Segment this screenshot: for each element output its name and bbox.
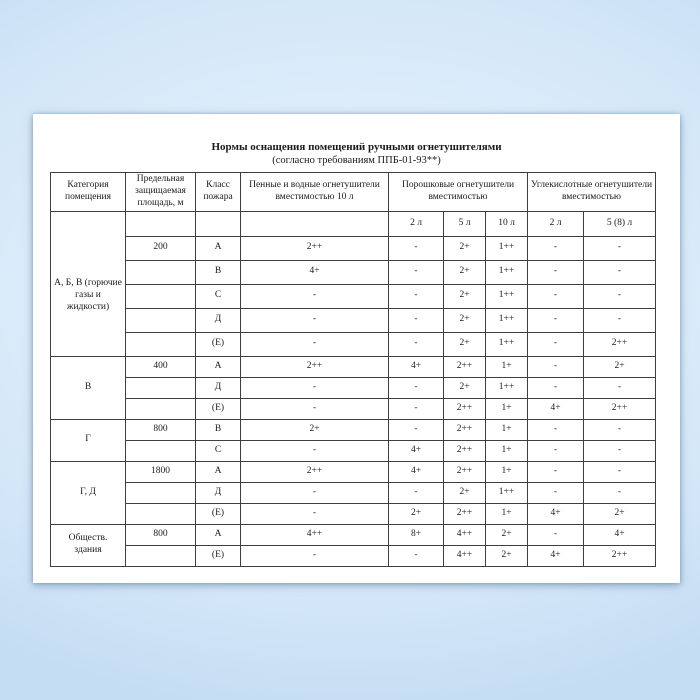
area-cell: 1800 [126, 461, 196, 482]
value-cell: 4+ [389, 440, 444, 461]
value-cell: 2+ [444, 260, 486, 284]
value-cell: 4++ [444, 524, 486, 545]
value-cell: - [528, 482, 584, 503]
value-cell: 2+ [444, 377, 486, 398]
col-header-co2: Углекислотные огнетушители вместимостью [528, 173, 656, 212]
value-cell: - [584, 461, 656, 482]
value-cell: 1++ [486, 308, 528, 332]
value-cell: - [528, 236, 584, 260]
value-cell: 1+ [486, 503, 528, 524]
value-cell: 1+ [486, 461, 528, 482]
table-row [51, 545, 656, 566]
col-subheader-powder-10l: 10 л [486, 211, 528, 236]
fire-class-cell: А [196, 524, 241, 545]
value-cell: 4+ [528, 545, 584, 566]
area-cell: 800 [126, 524, 196, 545]
fire-class-cell: (Е) [196, 503, 241, 524]
category-cell: Обществ. здания [51, 524, 126, 566]
col-subheader-co2-2l: 2 л [528, 211, 584, 236]
value-cell: - [528, 524, 584, 545]
value-cell: - [584, 377, 656, 398]
value-cell: - [241, 284, 389, 308]
area-cell [126, 482, 196, 503]
value-cell: - [528, 284, 584, 308]
value-cell: - [584, 440, 656, 461]
value-cell: 2+ [486, 524, 528, 545]
value-cell: - [389, 332, 444, 356]
value-cell: - [528, 260, 584, 284]
header-row-sub [51, 211, 656, 236]
col-subheader-co2-58l: 5 (8) л [584, 211, 656, 236]
value-cell: - [528, 308, 584, 332]
col-header-empty [196, 211, 241, 236]
value-cell: 2++ [584, 545, 656, 566]
value-cell: - [584, 308, 656, 332]
col-subheader-powder-2l: 2 л [389, 211, 444, 236]
col-header-fire-class: Класс пожара [196, 173, 241, 212]
value-cell: 2+ [486, 545, 528, 566]
fire-class-cell: В [196, 419, 241, 440]
value-cell: - [528, 356, 584, 377]
table-row [51, 461, 656, 482]
value-cell: 2+ [584, 356, 656, 377]
value-cell: 1+ [486, 419, 528, 440]
value-cell: - [241, 503, 389, 524]
value-cell: 1++ [486, 482, 528, 503]
table-row [51, 419, 656, 440]
value-cell: - [584, 284, 656, 308]
value-cell: 2+ [584, 503, 656, 524]
value-cell: - [241, 308, 389, 332]
fire-class-cell: С [196, 440, 241, 461]
col-header-empty [126, 211, 196, 236]
fire-class-cell: Д [196, 482, 241, 503]
value-cell: - [584, 482, 656, 503]
category-cell: В [51, 356, 126, 419]
value-cell: 2++ [584, 398, 656, 419]
fire-class-cell: (Е) [196, 398, 241, 419]
table-row [51, 440, 656, 461]
value-cell: 1++ [486, 236, 528, 260]
col-header-area: Предельная защищаемая площадь, м [126, 173, 196, 212]
value-cell: 2++ [444, 440, 486, 461]
value-cell: 2++ [241, 236, 389, 260]
fire-class-cell: (Е) [196, 545, 241, 566]
table-row [51, 332, 656, 356]
value-cell: 2+ [389, 503, 444, 524]
value-cell: - [528, 377, 584, 398]
value-cell: - [241, 482, 389, 503]
value-cell: 1++ [486, 260, 528, 284]
area-cell: 800 [126, 419, 196, 440]
value-cell: 2++ [241, 461, 389, 482]
fire-class-cell: Д [196, 308, 241, 332]
value-cell: 1++ [486, 332, 528, 356]
value-cell: 2+ [444, 482, 486, 503]
value-cell: 2+ [444, 236, 486, 260]
col-header-foam: Пенные и водные огнетушители вместимостью 10 л [241, 173, 389, 212]
value-cell: 2++ [444, 503, 486, 524]
col-header-empty [51, 211, 126, 236]
value-cell: 2++ [444, 356, 486, 377]
value-cell: - [584, 236, 656, 260]
extinguisher-norms-table [50, 172, 656, 567]
area-cell [126, 377, 196, 398]
value-cell: 2++ [444, 461, 486, 482]
value-cell: - [389, 236, 444, 260]
value-cell: - [389, 482, 444, 503]
category-cell: Г, Д [51, 461, 126, 524]
value-cell: 2+ [241, 419, 389, 440]
table-row [51, 503, 656, 524]
value-cell: - [241, 332, 389, 356]
value-cell: - [528, 440, 584, 461]
value-cell: 2++ [584, 332, 656, 356]
value-cell: - [389, 545, 444, 566]
value-cell: - [389, 398, 444, 419]
value-cell: 1+ [486, 440, 528, 461]
fire-class-cell: А [196, 236, 241, 260]
fire-class-cell: В [196, 260, 241, 284]
table-row [51, 308, 656, 332]
value-cell: - [584, 419, 656, 440]
category-cell: А, Б, В (горючие газы и жидкости) [51, 236, 126, 356]
value-cell: 2+ [444, 308, 486, 332]
fire-class-cell: А [196, 461, 241, 482]
value-cell: 2++ [444, 398, 486, 419]
value-cell: 2+ [444, 332, 486, 356]
col-subheader-powder-5l: 5 л [444, 211, 486, 236]
document-page [33, 114, 680, 583]
value-cell: - [528, 332, 584, 356]
area-cell [126, 503, 196, 524]
value-cell: 1++ [486, 284, 528, 308]
value-cell: 2++ [444, 419, 486, 440]
area-cell [126, 440, 196, 461]
value-cell: 4+ [528, 503, 584, 524]
value-cell: 4+ [528, 398, 584, 419]
document-title: Нормы оснащения помещений ручными огнетушителями [211, 141, 502, 153]
area-cell [126, 308, 196, 332]
value-cell: 4+ [241, 260, 389, 284]
table-row [51, 524, 656, 545]
value-cell: 4+ [389, 461, 444, 482]
value-cell: - [241, 377, 389, 398]
value-cell: 4++ [241, 524, 389, 545]
fire-class-cell: (Е) [196, 332, 241, 356]
value-cell: - [241, 440, 389, 461]
area-cell [126, 332, 196, 356]
area-cell [126, 398, 196, 419]
fire-class-cell: Д [196, 377, 241, 398]
category-cell: Г [51, 419, 126, 461]
table-row [51, 260, 656, 284]
value-cell: - [241, 545, 389, 566]
col-header-empty [241, 211, 389, 236]
table-row [51, 356, 656, 377]
area-cell [126, 545, 196, 566]
value-cell: - [389, 260, 444, 284]
value-cell: - [389, 308, 444, 332]
document-subtitle: (согласно требованиям ППБ-01-93**) [272, 155, 441, 167]
value-cell: - [241, 398, 389, 419]
value-cell: - [584, 260, 656, 284]
value-cell: - [528, 461, 584, 482]
table-row [51, 377, 656, 398]
value-cell: 4+ [389, 356, 444, 377]
header-row-main [51, 173, 656, 212]
fire-class-cell: А [196, 356, 241, 377]
value-cell: - [389, 284, 444, 308]
value-cell: 2++ [241, 356, 389, 377]
area-cell [126, 260, 196, 284]
table-row [51, 236, 656, 260]
value-cell: 1+ [486, 398, 528, 419]
table-row [51, 284, 656, 308]
table-row [51, 398, 656, 419]
value-cell: 1++ [486, 377, 528, 398]
value-cell: - [389, 419, 444, 440]
value-cell: 4+ [584, 524, 656, 545]
value-cell: - [389, 377, 444, 398]
area-cell: 200 [126, 236, 196, 260]
area-cell [126, 284, 196, 308]
area-cell: 400 [126, 356, 196, 377]
value-cell: - [528, 419, 584, 440]
col-header-powder: Порошковые огнетушители вместимостью [389, 173, 528, 212]
value-cell: 2+ [444, 284, 486, 308]
fire-class-cell: С [196, 284, 241, 308]
col-header-category: Категория помещения [51, 173, 126, 212]
value-cell: 1+ [486, 356, 528, 377]
value-cell: 4++ [444, 545, 486, 566]
table-row [51, 482, 656, 503]
value-cell: 8+ [389, 524, 444, 545]
